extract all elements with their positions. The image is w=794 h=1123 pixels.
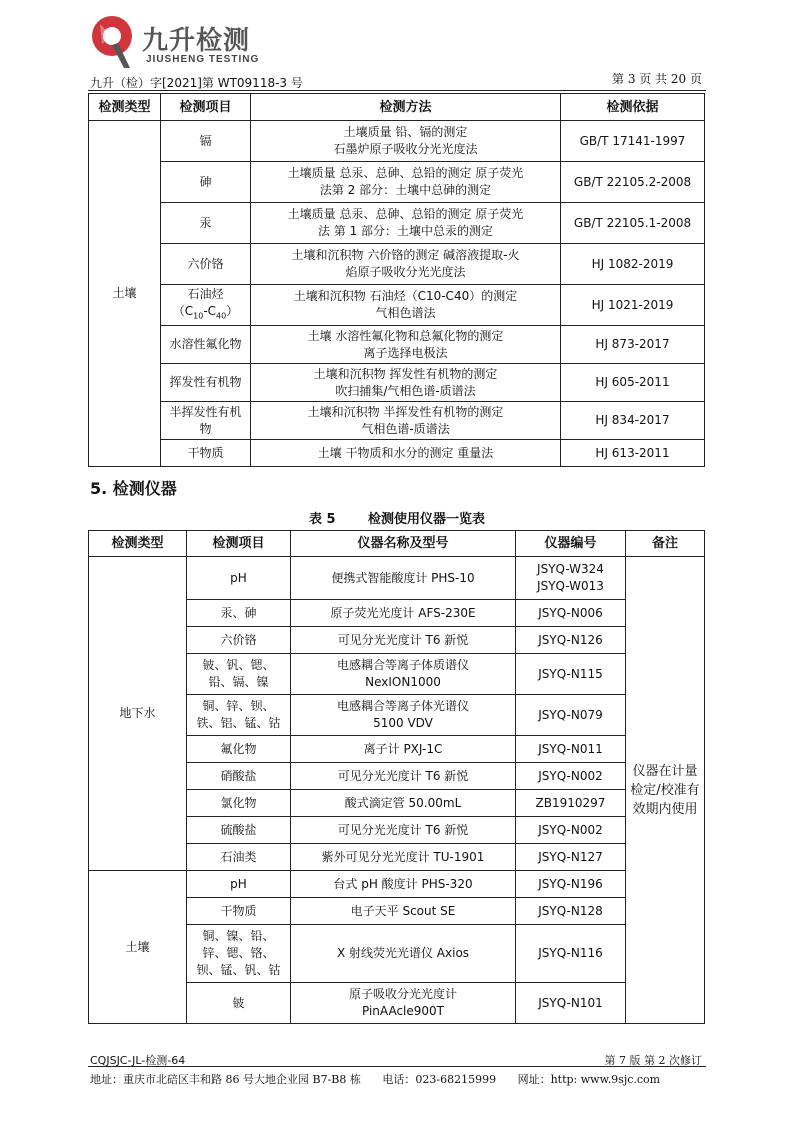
instrument-cell: X 射线荧光光谱仪 Axios — [291, 925, 516, 983]
item-cell: 硝酸盐 — [187, 763, 291, 790]
item-cell: 铍、钒、锶、铅、镉、镍 — [187, 654, 291, 695]
instrument-cell: 可见分光光度计 T6 新悦 — [291, 763, 516, 790]
table-row — [89, 285, 705, 326]
header-cell: 检测类型 — [89, 531, 187, 557]
header-divider — [88, 90, 706, 91]
method-cell — [251, 402, 561, 440]
item-formula: $(C_{10}-C_{40})$ — [172, 303, 239, 321]
table-header-row — [89, 531, 705, 557]
instrument-cell: 可见分光光度计 T6 新悦 — [291, 817, 516, 844]
item-cell — [161, 285, 251, 326]
method-line: 土壤和沉积物 挥发性有机物的测定 — [313, 366, 498, 381]
seal-stamp-icon — [772, 500, 794, 640]
method-cell — [251, 285, 561, 326]
logo-text-en: JIUSHENG TESTING — [146, 54, 260, 65]
method-cell — [251, 162, 561, 203]
id-cell: JSYQ-N011 — [516, 736, 626, 763]
remark-text: 仪器在计量检定/校准有效期内使用 — [630, 763, 700, 817]
table-caption — [0, 508, 794, 527]
id-cell: JSYQ-N196 — [516, 871, 626, 898]
method-line: 土壤 水溶性氟化物和总氟化物的测定 — [307, 328, 504, 343]
method-line: 土壤质量 总汞、总砷、总铅的测定 原子荧光 — [287, 166, 524, 180]
basis-cell: GB/T 17141-1997 — [561, 121, 705, 162]
method-cell — [251, 364, 561, 402]
id-cell: JSYQ-N101 — [516, 983, 626, 1024]
method-line: 土壤质量 总汞、总砷、总铅的测定 原子荧光 — [287, 207, 524, 221]
header-cell: 检测类型 — [89, 94, 161, 121]
page-info: 第 3 页 共 20 页 — [612, 72, 702, 86]
instrument-table — [88, 530, 705, 1024]
instrument-cell: 离子计 PXJ-1C — [291, 736, 516, 763]
table-row — [89, 871, 705, 898]
id-cell: JSYQ-N127 — [516, 844, 626, 871]
method-line: 气相色谱-质谱法 — [361, 421, 450, 436]
method-line: 土壤质量 铅、镉的测定 — [343, 125, 468, 139]
header-cell: 检测方法 — [251, 94, 561, 121]
id-cell: JSYQ-N006 — [516, 600, 626, 627]
table-header-row — [89, 94, 705, 121]
item-cell: 水溶性氟化物 — [161, 326, 251, 364]
method-line: 气相色谱法 — [375, 306, 436, 320]
item-cell: 砷 — [161, 162, 251, 203]
basis-cell: HJ 605-2011 — [561, 364, 705, 402]
category-cell: 土壤 — [89, 121, 161, 467]
item-cell: 铜、锌、钡、铁、铝、锰、钴 — [187, 695, 291, 736]
header-cell: 检测项目 — [161, 94, 251, 121]
method-cell — [251, 121, 561, 162]
method-line: 焰原子吸收分光光度法 — [345, 265, 466, 279]
header-cell: 检测依据 — [561, 94, 705, 121]
table-row — [89, 121, 705, 162]
item-cell: 氟化物 — [187, 736, 291, 763]
method-line: 吹扫捕集/气相色谱-质谱法 — [335, 383, 476, 398]
id-line: JSYQ-W013 — [537, 579, 604, 593]
table-row — [89, 162, 705, 203]
id-cell: JSYQ-N128 — [516, 898, 626, 925]
method-table — [88, 93, 705, 467]
table-row — [89, 326, 705, 364]
table-row — [89, 244, 705, 285]
instrument-cell: 紫外可见分光光度计 TU-1901 — [291, 844, 516, 871]
instrument-cell: 原子吸收分光光度计 PinAAcle900T — [291, 983, 516, 1024]
basis-cell: HJ 1021-2019 — [561, 285, 705, 326]
version-info: 第 7 版 第 2 次修订 — [604, 1054, 702, 1067]
item-cell: 干物质 — [161, 440, 251, 467]
footer-contact — [90, 1071, 678, 1087]
table-row — [89, 440, 705, 467]
instrument-cell: 台式 pH 酸度计 PHS-320 — [291, 871, 516, 898]
basis-cell: HJ 873-2017 — [561, 326, 705, 364]
method-cell — [251, 326, 561, 364]
item-cell: 硫酸盐 — [187, 817, 291, 844]
id-cell: ZB1910297 — [516, 790, 626, 817]
id-line: JSYQ-W324 — [537, 562, 604, 576]
basis-cell: GB/T 22105.2-2008 — [561, 162, 705, 203]
logo-text-cn: 九升检测 — [142, 26, 251, 56]
footer-phone: 电话：023-68215999 — [382, 1073, 497, 1086]
basis-cell: HJ 1082-2019 — [561, 244, 705, 285]
id-cell: JSYQ-N002 — [516, 763, 626, 790]
instrument-cell: 电感耦合等离子体光谱仪 5100 VDV — [291, 695, 516, 736]
method-cell: 土壤 干物质和水分的测定 重量法 — [251, 440, 561, 467]
item-cell: 六价铬 — [161, 244, 251, 285]
caption-label: 表 5 — [308, 512, 336, 527]
item-cell: 干物质 — [187, 898, 291, 925]
item-cell: pH — [187, 557, 291, 600]
header-cell: 检测项目 — [187, 531, 291, 557]
instrument-cell: 酸式滴定管 50.00mL — [291, 790, 516, 817]
category-cell: 土壤 — [89, 871, 187, 1024]
caption-text: 检测使用仪器一览表 — [368, 512, 486, 527]
method-cell — [251, 203, 561, 244]
table-row — [89, 557, 705, 600]
id-cell: JSYQ-N115 — [516, 654, 626, 695]
item-cell: 挥发性有机物 — [161, 364, 251, 402]
table-row — [89, 203, 705, 244]
basis-cell: GB/T 22105.1-2008 — [561, 203, 705, 244]
item-line: 石油烃 — [187, 286, 224, 301]
item-cell: 铜、镍、铅、锌、锶、铬、钡、锰、钒、钴 — [187, 925, 291, 983]
item-cell: 半挥发性有机物 — [161, 402, 251, 440]
method-line: 土壤和沉积物 石油烃（C10-C40）的测定 — [293, 289, 518, 303]
method-line: 石墨炉原子吸收分光光度法 — [333, 142, 478, 156]
remark-cell — [626, 557, 705, 1024]
item-cell: pH — [187, 871, 291, 898]
id-cell — [516, 557, 626, 600]
item-cell: 铍 — [187, 983, 291, 1024]
table-row — [89, 364, 705, 402]
item-cell: 六价铬 — [187, 627, 291, 654]
id-cell: JSYQ-N079 — [516, 695, 626, 736]
basis-cell: HJ 613-2011 — [561, 440, 705, 467]
item-cell: 汞、砷 — [187, 600, 291, 627]
logo-mark-icon — [90, 14, 140, 70]
instrument-cell: 原子荧光光度计 AFS-230E — [291, 600, 516, 627]
form-code: CQJSJC-JL-检测-64 — [90, 1054, 186, 1067]
table-row — [89, 402, 705, 440]
method-line: 法 第 1 部分：土壤中总汞的测定 — [317, 224, 494, 238]
footer-website: 网址：http: www.9sjc.com — [517, 1073, 661, 1086]
item-cell: 汞 — [161, 203, 251, 244]
document-number: 九升（检）字[2021]第 WT09118-3 号 — [90, 76, 303, 90]
footer-address: 地址：重庆市北碚区丰和路 86 号大地企业园 B7-B8 栋 — [90, 1073, 361, 1086]
item-cell: 氯化物 — [187, 790, 291, 817]
method-line: 离子选择电极法 — [363, 345, 448, 360]
footer-divider — [88, 1066, 706, 1067]
item-cell: 镉 — [161, 121, 251, 162]
method-line: 法第 2 部分：土壤中总砷的测定 — [319, 183, 492, 197]
header-cell: 备注 — [626, 531, 705, 557]
instrument-cell: 电子天平 Scout SE — [291, 898, 516, 925]
instrument-cell: 可见分光光度计 T6 新悦 — [291, 627, 516, 654]
id-cell: JSYQ-N126 — [516, 627, 626, 654]
category-cell: 地下水 — [89, 557, 187, 871]
id-cell: JSYQ-N116 — [516, 925, 626, 983]
method-line: 土壤和沉积物 六价铬的测定 碱溶液提取-火 — [291, 248, 520, 262]
id-cell: JSYQ-N002 — [516, 817, 626, 844]
company-logo — [90, 14, 280, 74]
instrument-cell: 便携式智能酸度计 PHS-10 — [291, 557, 516, 600]
header-cell: 仪器名称及型号 — [291, 531, 516, 557]
method-cell — [251, 244, 561, 285]
instrument-cell: 电感耦合等离子体质谱仪 NexION1000 — [291, 654, 516, 695]
section-title: 5. 检测仪器 — [90, 479, 177, 498]
method-line: 土壤和沉积物 半挥发性有机物的测定 — [307, 404, 504, 419]
header-cell: 仪器编号 — [516, 531, 626, 557]
basis-cell: HJ 834-2017 — [561, 402, 705, 440]
item-cell: 石油类 — [187, 844, 291, 871]
